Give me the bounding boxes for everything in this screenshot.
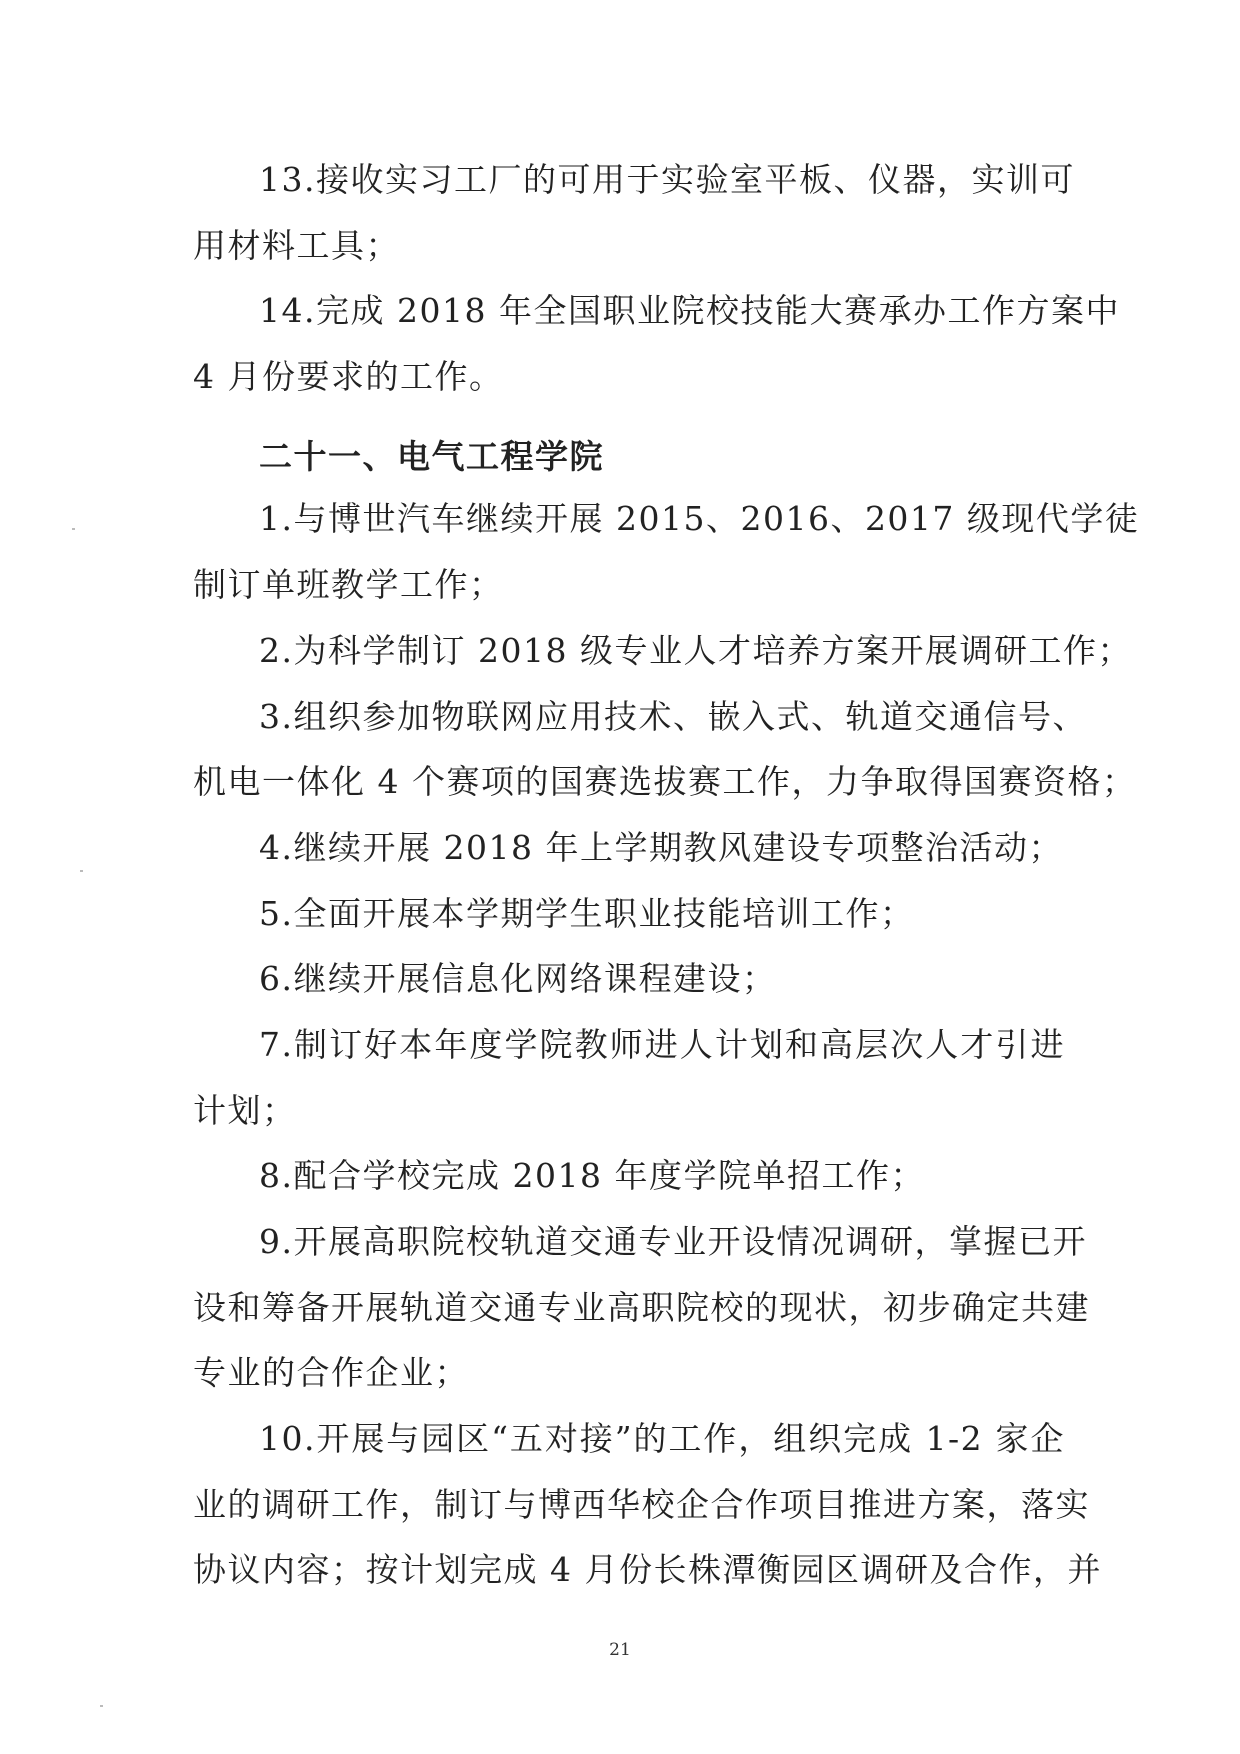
text-line: 1.与博世汽车继续开展 2015、2016、2017 级现代学徒 [259, 499, 1140, 539]
text-line: 制订单班教学工作； [193, 565, 504, 605]
text-line: 9.开展高职院校轨道交通专业开设情况调研，掌握已开 [259, 1222, 1087, 1261]
text-line: 5.全面开展本学期学生职业技能培训工作； [259, 893, 915, 933]
text-line: 4.继续开展 2018 年上学期教风建设专项整治活动； [259, 827, 1063, 867]
scan-speck [100, 1705, 103, 1707]
text-line: 4 月份要求的工作。 [193, 357, 504, 397]
text-line: 业的调研工作，制订与博西华校企合作项目推进方案，落实 [193, 1484, 1090, 1524]
text-line: 8.配合学校完成 2018 年度学院单招工作； [259, 1156, 925, 1196]
document-body [193, 147, 1140, 1603]
text-line: 计划； [193, 1090, 297, 1130]
text-line: 14.完成 2018 年全国职业院校技能大赛承办工作方案中 [259, 291, 1120, 331]
scan-speck [80, 870, 83, 872]
scan-speck [72, 528, 75, 530]
text-line: 7.制订好本年度学院教师进人计划和高层次人才引进 [259, 1024, 1065, 1064]
page-number: 21 [609, 1640, 631, 1660]
section-heading: 二十一、电气工程学院 [259, 436, 604, 476]
text-line: 13.接收实习工厂的可用于实验室平板、仪器，实训可 [259, 160, 1075, 199]
text-line: 3.组织参加物联网应用技术、嵌入式、轨道交通信号、 [259, 696, 1087, 736]
text-line: 6.继续开展信息化网络课程建设； [259, 959, 777, 999]
text-line: 专业的合作企业； [193, 1353, 469, 1393]
text-line: 设和筹备开展轨道交通专业高职院校的现状，初步确定共建 [193, 1287, 1090, 1327]
text-line: 机电一体化 4 个赛项的国赛选拔赛工作，力争取得国赛资格； [193, 762, 1137, 802]
text-line: 10.开展与园区“五对接”的工作，组织完成 1-2 家企 [259, 1419, 1065, 1459]
text-line: 协议内容；按计划完成 4 月份长株潭衡园区调研及合作，并 [193, 1550, 1102, 1590]
text-line: 用材料工具； [193, 225, 400, 265]
text-line: 2.为科学制订 2018 级专业人才培养方案开展调研工作； [259, 630, 1132, 670]
